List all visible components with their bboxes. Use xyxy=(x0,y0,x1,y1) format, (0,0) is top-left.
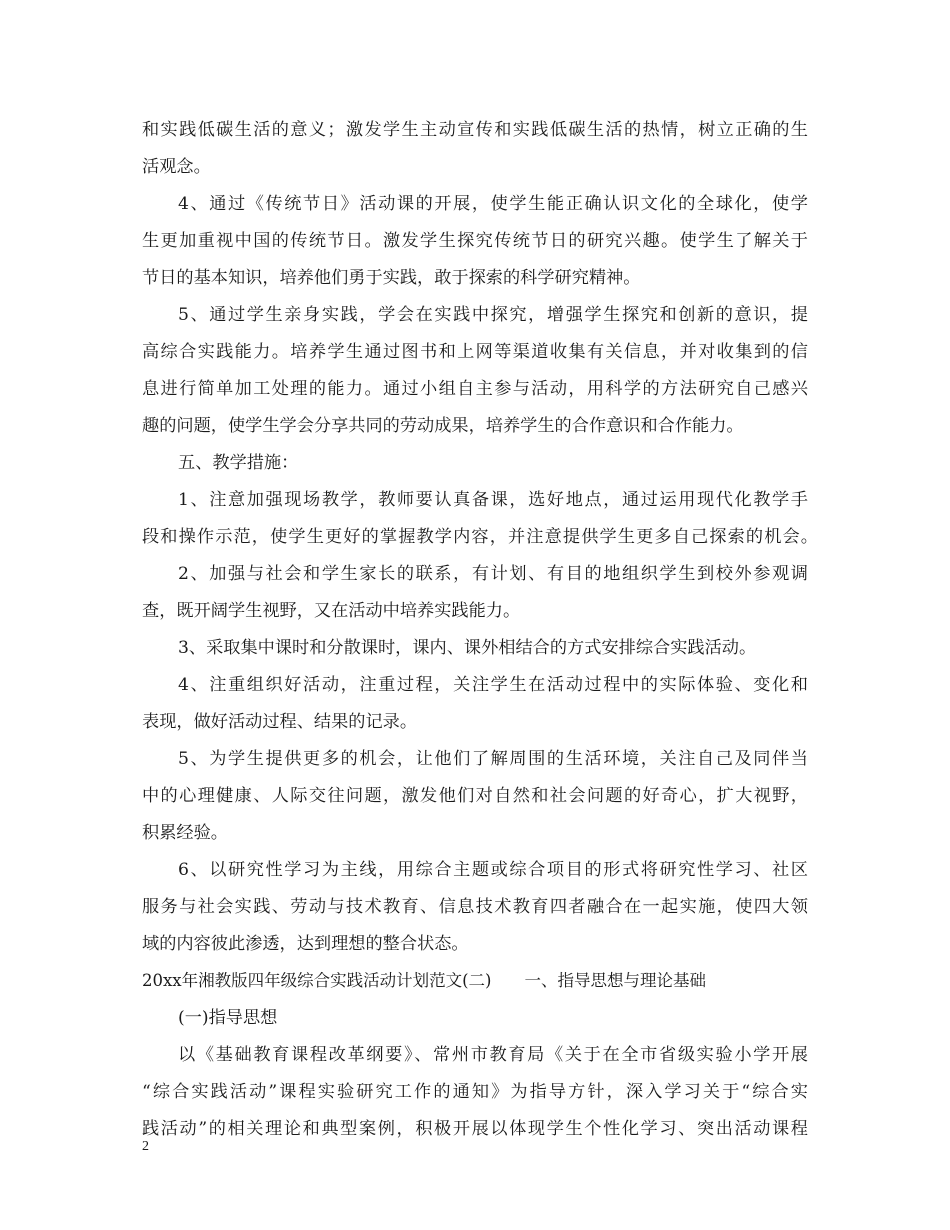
text-line: 中的心理健康、人际交往问题，激发他们对自然和社会问题的好奇心，扩大视野， xyxy=(142,786,808,806)
text-line: 段和操作示范，使学生更好的掌握教学内容，并注意提供学生更多自己探索的机会。 xyxy=(142,527,818,547)
text-line: 6、以研究性学习为主线，用综合主题或综合项目的形式将研究性学习、社区 xyxy=(178,860,808,880)
text-line: 积累经验。 xyxy=(142,823,228,843)
text-line: 以《基础教育课程改革纲要》、常州市教育局《关于在全市省级实验小学开展 xyxy=(178,1045,808,1065)
text-line: 查，既开阔学生视野，又在活动中培养实践能力。 xyxy=(142,601,521,621)
text-line: 高综合实践能力。培养学生通过图书和上网等渠道收集有关信息，并对收集到的信 xyxy=(142,342,808,362)
text-line: 和实践低碳生活的意义；激发学生主动宣传和实践低碳生活的热情，树立正确的生 xyxy=(142,120,808,140)
text-line: 息进行简单加工处理的能力。通过小组自主参与活动，用科学的方法研究自己感兴 xyxy=(142,379,808,399)
text-line: 4、通过《传统节日》活动课的开展，使学生能正确认识文化的全球化，使学 xyxy=(178,194,808,214)
section-heading: 五、教学措施： xyxy=(178,453,299,473)
text-line: 生更加重视中国的传统节日。激发学生探究传统节日的研究兴趣。使学生了解关于 xyxy=(142,231,808,251)
text-line: 5、通过学生亲身实践，学会在实践中探究，增强学生探究和创新的意识，提 xyxy=(178,305,808,325)
text-line: 3、采取集中课时和分散课时，课内、课外相结合的方式安排综合实践活动。 xyxy=(178,638,757,658)
text-line: 表现，做好活动过程、结果的记录。 xyxy=(142,712,418,732)
text-line: 域的内容彼此渗透，达到理想的整合状态。 xyxy=(142,934,469,954)
page-number: 2 xyxy=(142,1139,149,1154)
text-line: 趣的问题，使学生学会分享共同的劳动成果，培养学生的合作意识和合作能力。 xyxy=(142,416,744,436)
text-line: 践活动”的相关理论和典型案例，积极开展以体现学生个性化学习、突出活动课程 xyxy=(142,1119,808,1139)
text-line: 1、注意加强现场教学，教师要认真备课，选好地点，通过运用现代化教学手 xyxy=(178,490,808,510)
section-heading: (一)指导思想 xyxy=(178,1008,278,1028)
text-line: 5、为学生提供更多的机会，让他们了解周围的生活环境，关注自己及同伴当 xyxy=(178,749,808,769)
text-line: 服务与社会实践、劳动与技术教育、信息技术教育四者融合在一起实施，使四大领 xyxy=(142,897,808,917)
text-line: “综合实践活动”课程实验研究工作的通知》为指导方针，深入学习关于“综合实 xyxy=(142,1082,808,1102)
text-line: 活观念。 xyxy=(142,157,211,177)
text-line: 4、注重组织好活动，注重过程，关注学生在活动过程中的实际体验、变化和 xyxy=(178,675,808,695)
text-line: 2、加强与社会和学生家长的联系，有计划、有目的地组织学生到校外参观调 xyxy=(178,564,808,584)
document-title: 20xx年湘教版四年级综合实践活动计划范文(二) 一、指导思想与理论基础 xyxy=(142,971,706,990)
text-line: 节日的基本知识，培养他们勇于实践，敢于探索的科学研究精神。 xyxy=(142,268,641,288)
